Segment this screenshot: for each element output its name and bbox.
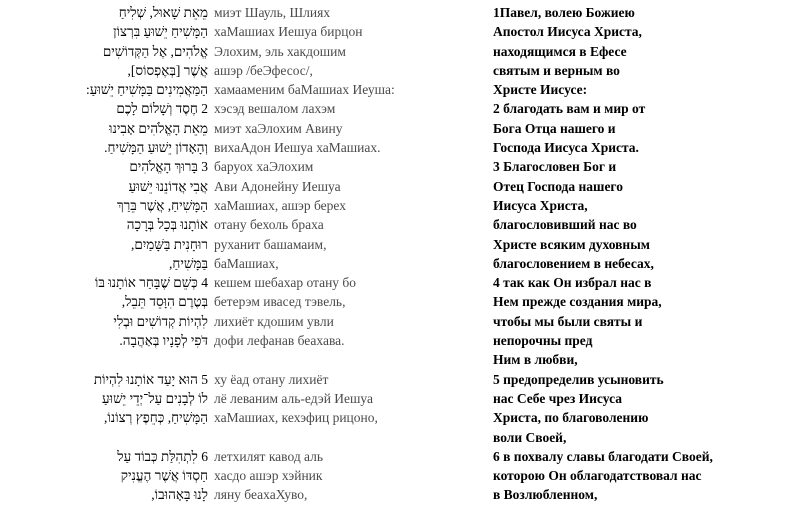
hebrew-line: הַמַּאֲמִינִים בַּמָּשִׁיחַ יֵשׁוּעַ: [85,82,208,98]
russian-line: нас Себе чрез Иисуса [493,390,622,406]
hebrew-line: הַמָּשִׁיחַ, כְּחֵפֶץ רְצוֹנוֹ, [103,410,208,426]
russian-line: 2 благодать вам и мир от [493,101,646,117]
transliteration-line: кешем шебахар отану бо [214,275,357,291]
transliteration-line: дофи лефанав беахава. [214,333,345,349]
hebrew-line: אֱלֹהִים, אֶל הַקְּדוֹשִׁים [102,43,208,59]
russian-line: в Возлюбленном, [493,487,598,503]
transliteration-line: лё леваним аль-едэй Иешуа [214,390,374,406]
hebrew-line: וְהָאָדוֹן יֵשׁוּעַ הַמָּשִׁיחַ. [104,140,208,156]
hebrew-line: הַמָּשִׁיחַ, אֲשֶׁר בֵּרַךְ [116,197,208,213]
hebrew-line: הַמָּשִׁיחַ יֵשׁוּעַ בִּרְצוֹן [113,24,208,40]
transliteration-line: лихиёт кдошим увли [214,313,334,329]
transliteration-line: ляну беахаХуво, [214,487,308,503]
transliteration-line: вихаАдон Иешуа хаМашиах. [214,140,381,156]
transliteration-line: ашэр /беЭфесос/, [214,62,313,78]
russian-line: Нем прежде создания мира, [493,294,662,310]
transliteration-line [214,428,484,447]
hebrew-line: אֲבִי אֲדוֹנֵנוּ יֵשׁוּעַ [128,178,208,194]
hebrew-line [30,350,208,369]
hebrew-line: מֵאֵת הָאֱלֹהִים אָבִינוּ [109,120,208,136]
russian-line: святым и верным во [493,62,620,78]
hebrew-column [30,3,208,505]
russian-line: Иисуса Христа, [493,197,588,213]
russian-line: Христе Иисусе: [493,82,588,98]
russian-line: Бога Отца нашего и [493,120,616,136]
transliteration-line: Ави Адонейну Иешуа [214,178,341,194]
russian-line: Господа Иисуса Христа. [493,140,639,156]
transliteration-line: отану бехоль браха [214,217,324,233]
hebrew-line: לוֹ לְבָנִים עַל־יְדֵי יֵשׁוּעַ [102,390,208,406]
russian-line: благословивший нас во [493,217,637,233]
hebrew-line: מֵאֵת שָׁאוּל, שְׁלִיחַ [118,5,208,20]
hebrew-line: אֲשֶׁר [בְּאֶפְסוֹס], [127,62,208,78]
transliteration-line: хамааменим баМашиах Иеуша: [214,82,395,98]
russian-column [493,3,793,505]
transliteration-line: хасдо ашэр хэйник [214,468,323,484]
hebrew-line: בַּמָּשִׁיחַ, [169,255,208,271]
hebrew-line: דֹּפִי לְפָנָיו בְּאַהֲבָה. [119,333,208,349]
russian-line: 3 Благословен Бог и [493,159,617,175]
hebrew-line: לִהְיוֹת קְדוֹשִׁים וּבְלִי [113,313,208,329]
transliteration-line: ху ёад отану лихиёт [214,371,329,387]
hebrew-line: אוֹתָנוּ בְּכָל בְּרָכָה [126,217,208,233]
transliteration-line [214,350,484,369]
transliteration-line: хэсэд вешалом лахэм [214,101,336,117]
russian-line: Христе всяким духовным [493,236,650,252]
hebrew-line: לָנוּ בָּאָהוּבוֹ, [151,487,208,503]
hebrew-line: 4 כְּשֵׁם שֶׁבָּחַר אוֹתָנוּ בּוֹ [94,275,208,291]
russian-line: Отец Господа нашего [493,178,623,194]
russian-line: 5 предопределив усыновить [493,371,664,387]
hebrew-line: חַסְדּוֹ אֲשֶׁר הֶעֱנִיק [120,468,208,484]
transliteration-line: хаМашиах, ашэр берех [214,197,346,213]
russian-line: находящимся в Ефесе [493,43,627,59]
russian-line: 6 в похвалу славы благодати Своей, [493,448,713,464]
transliteration-line: хаМашиах, кехэфиц рицоно, [214,410,378,426]
hebrew-line: 6 לִתְהִלַּת כְּבוֹד עַל [117,448,208,464]
transliteration-line: миэт хаЭлохим Авину [214,120,343,136]
russian-line: непорочны пред [493,333,593,349]
russian-line: которою Он облагодатствовал нас [493,468,702,484]
hebrew-line: בְּטֶרֶם הִוָּסֵד תֵּבֵל, [121,294,208,310]
transliteration-line: хаМашиах Иешуа бирцон [214,24,363,40]
transliteration-line: баМашиах, [214,255,279,271]
transliteration-line: баруох хаЭлохим [214,159,314,175]
russian-line: воли Своей, [493,429,567,445]
transliteration-line: Элохим, эль хакдошим [214,43,346,59]
hebrew-line: 5 הוּא יָעַד אוֹתָנוּ לִהְיוֹת [93,371,208,387]
russian-line: 4 так как Он избрал нас в [493,275,652,291]
transliteration-line: бетерэм ивасед тэвель, [214,294,346,310]
hebrew-line [30,428,208,447]
russian-line: Ним в любви, [493,352,578,368]
transliteration-column [214,3,484,505]
hebrew-line: רוּחָנִית בַּשָּׁמַיִם, [130,236,208,252]
hebrew-line: 2 חֶסֶד וְשָׁלוֹם לָכֶם [116,101,208,117]
transliteration-line: руханит башамаим, [214,236,327,252]
russian-line: благословением в небесах, [493,255,654,271]
transliteration-line: миэт Шауль, Шлиях [214,5,331,20]
hebrew-line: 3 בָּרוּךְ הָאֱלֹהִים [129,159,208,175]
russian-line: Христа, по благоволению [493,410,649,426]
transliteration-line: летхилят кавод аль [214,448,324,464]
russian-line: Апостол Иисуса Христа, [493,24,642,40]
russian-line: чтобы мы были святы и [493,313,643,329]
russian-line: 1Павел, волею Божиею [493,5,635,20]
